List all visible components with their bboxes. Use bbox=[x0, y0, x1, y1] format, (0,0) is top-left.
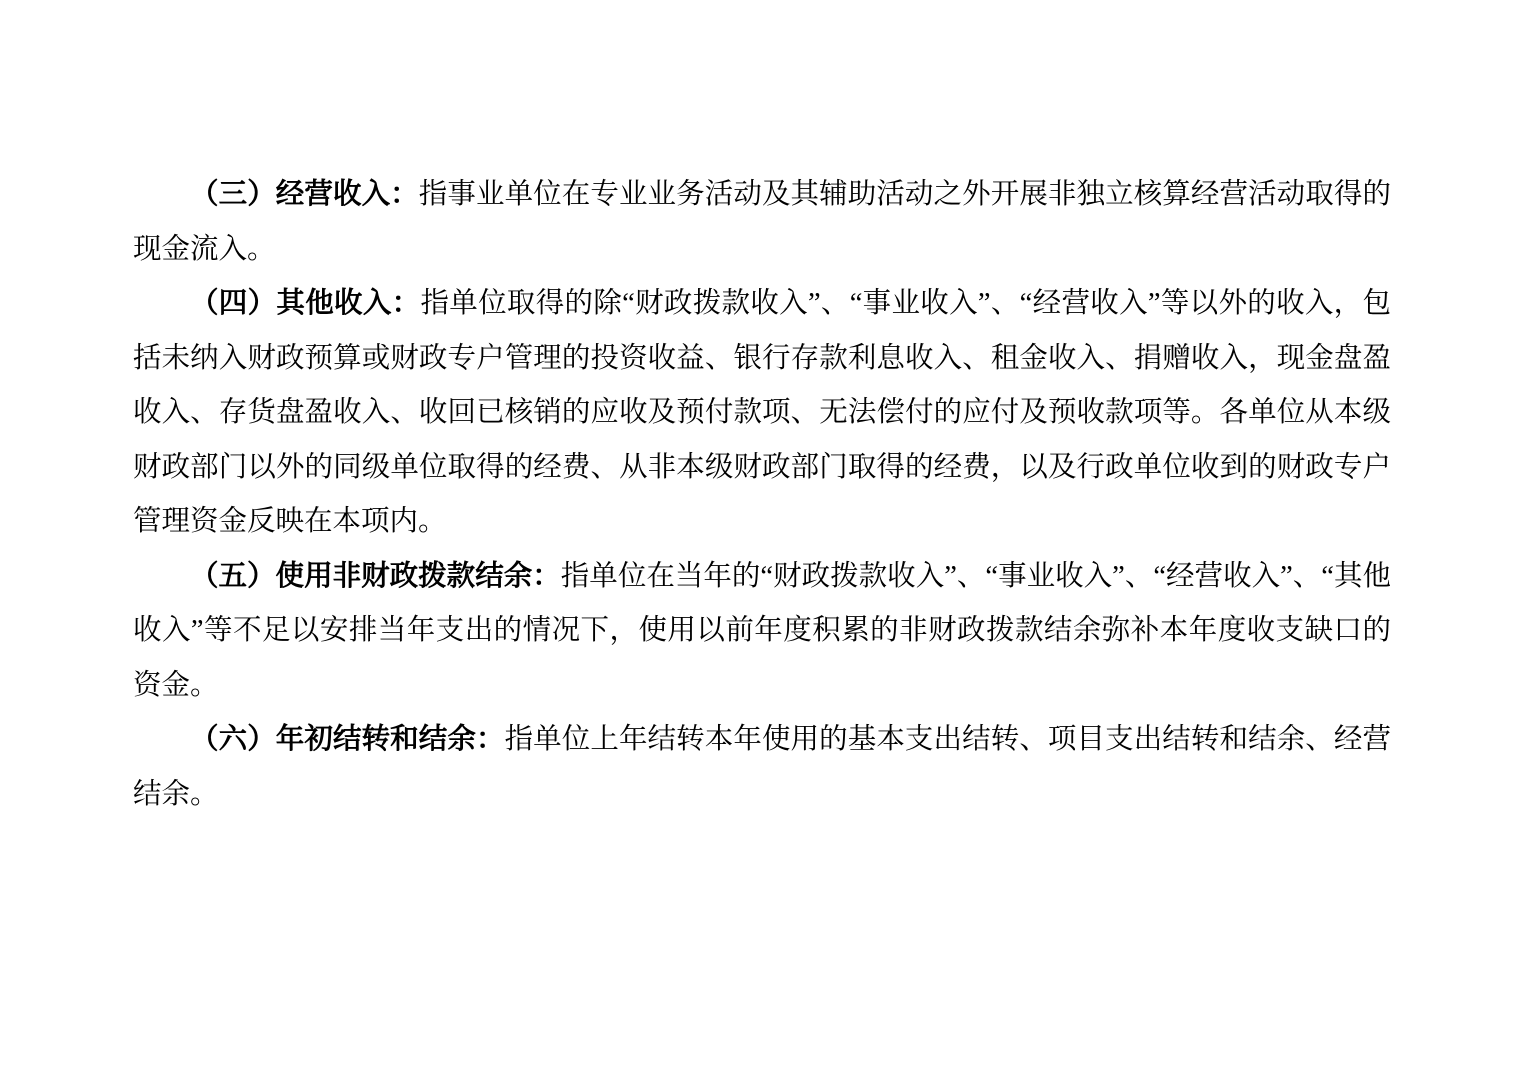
paragraph-non-fiscal-surplus bbox=[133, 550, 1391, 714]
document-page bbox=[133, 168, 1391, 822]
paragraph-label-other-income: （四）其他收入： bbox=[190, 288, 421, 319]
paragraph-text-other-income: 指单位取得的除“财政拨款收入”、“事业收入”、“经营收入”等以外的收入，包括未纳入财政预算或财政专户管理的投资收益、银行存款利息收入、租金收入、捐赠收入，现金盘盈收入、存货盘盈收入、收回已核销的应收及预付款项、无法偿付的应付及预收款项等。各单位从本级财政部门以外的同级单位取得的经费、从非本级财政部门取得的经费，以及行政单位收到的财政专户管理资金反映在本项内。 bbox=[133, 288, 1391, 537]
paragraph-text-carryover-balance: 指单位上年结转本年使用的基本支出结转、项目支出结转和结余、经营结余。 bbox=[133, 724, 1391, 810]
paragraph-other-income bbox=[133, 277, 1391, 550]
paragraph-text-non-fiscal-surplus: 指单位在当年的“财政拨款收入”、“事业收入”、“经营收入”、“其他收入”等不足以安排当年支出的情况下，使用以前年度积累的非财政拨款结余弥补本年度收支缺口的资金。 bbox=[133, 560, 1391, 701]
paragraph-label-non-fiscal-surplus: （五）使用非财政拨款结余： bbox=[190, 560, 561, 592]
paragraph-label-carryover-balance: （六）年初结转和结余： bbox=[190, 724, 505, 755]
paragraph-label-operating-income: （三）经营收入： bbox=[190, 179, 419, 210]
paragraph-operating-income bbox=[133, 168, 1391, 277]
paragraph-carryover-balance bbox=[133, 713, 1391, 822]
paragraph-text-operating-income: 指事业单位在专业业务活动及其辅助活动之外开展非独立核算经营活动取得的现金流入。 bbox=[133, 179, 1391, 265]
